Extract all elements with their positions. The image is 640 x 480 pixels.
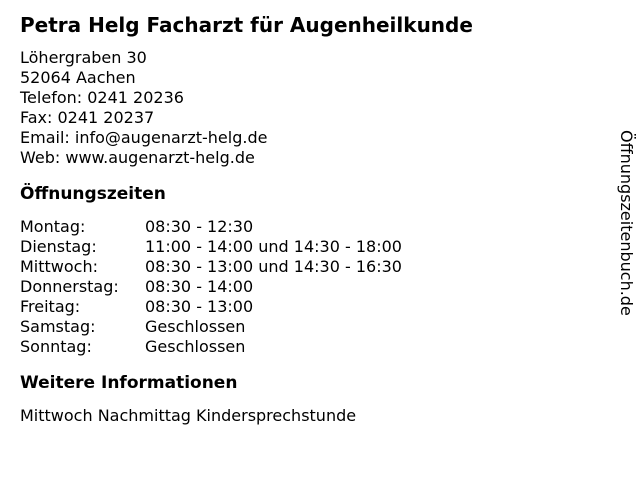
- hours-row-wednesday: [20, 257, 600, 277]
- website-line: Web: www.augenarzt-helg.de: [20, 148, 255, 167]
- hours-day-label: Samstag:: [20, 317, 96, 336]
- hours-row-monday: [20, 217, 600, 237]
- hours-day-label: Dienstag:: [20, 237, 97, 256]
- hours-day-label: Montag:: [20, 217, 86, 236]
- hours-row-saturday: [20, 317, 600, 337]
- more-info-text: Mittwoch Nachmittag Kindersprechstunde: [20, 406, 357, 425]
- hours-time-value: 08:30 - 13:00: [145, 297, 254, 316]
- hours-time-value: Geschlossen: [145, 337, 246, 356]
- opening-hours-heading: Öffnungszeiten: [20, 184, 166, 204]
- address-street-line: Löhergraben 30: [20, 48, 147, 67]
- phone-line: Telefon: 0241 20236: [20, 88, 184, 107]
- hours-day-label: Sonntag:: [20, 337, 92, 356]
- email-line: Email: info@augenarzt-helg.de: [20, 128, 268, 147]
- contact-block: [20, 48, 600, 168]
- hours-row-friday: [20, 297, 600, 317]
- hours-day-label: Mittwoch:: [20, 257, 98, 276]
- watermark-vertical-site-label: Öffnungszeitenbuch.de: [617, 130, 636, 316]
- hours-day-label: Freitag:: [20, 297, 81, 316]
- hours-row-tuesday: [20, 237, 600, 257]
- hours-row-thursday: [20, 277, 600, 297]
- opening-hours-table: [20, 217, 600, 357]
- fax-line: Fax: 0241 20237: [20, 108, 155, 127]
- hours-time-value: 08:30 - 12:30: [145, 217, 254, 236]
- hours-time-value: 08:30 - 13:00 und 14:30 - 16:30: [145, 257, 402, 276]
- hours-time-value: 11:00 - 14:00 und 14:30 - 18:00: [145, 237, 402, 256]
- address-city-line: 52064 Aachen: [20, 68, 136, 87]
- hours-time-value: 08:30 - 14:00: [145, 277, 254, 296]
- hours-time-value: Geschlossen: [145, 317, 246, 336]
- page-title: Petra Helg Facharzt für Augenheilkunde: [20, 13, 473, 37]
- hours-row-sunday: [20, 337, 600, 357]
- hours-day-label: Donnerstag:: [20, 277, 119, 296]
- more-info-heading: Weitere Informationen: [20, 373, 238, 393]
